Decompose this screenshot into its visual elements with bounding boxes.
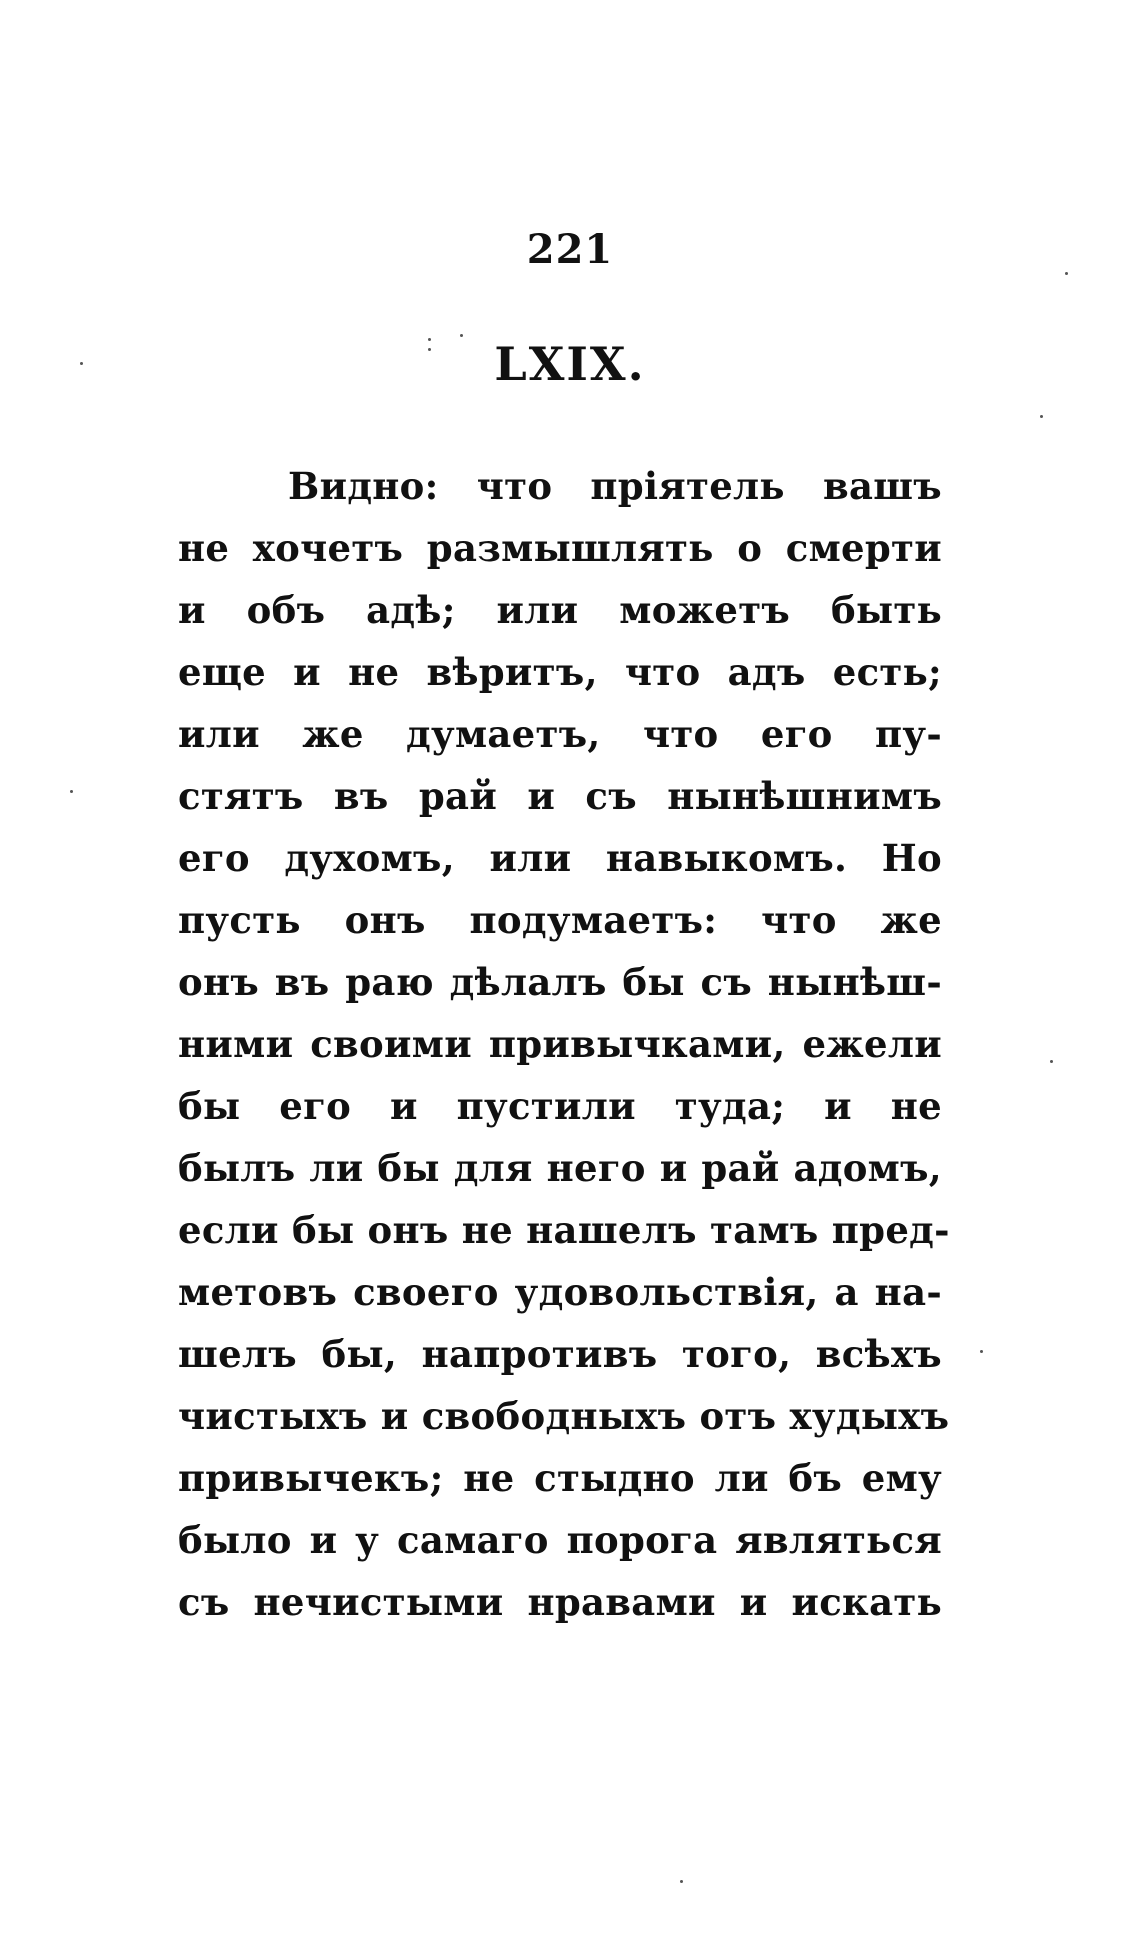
text-line: его духомъ, или навыкомъ. Но xyxy=(178,836,942,880)
text-line: еще и не вѣритъ, что адъ есть; xyxy=(178,650,942,694)
scan-speck xyxy=(1040,415,1043,418)
scan-speck xyxy=(680,1880,683,1883)
text-line: онъ въ раю дѣлалъ бы съ нынѣш- xyxy=(178,960,942,1004)
page-number: 221 xyxy=(526,226,614,273)
text-line: былъ ли бы для него и рай адомъ, xyxy=(178,1146,942,1190)
text-line: и объ адѣ; или можетъ быть xyxy=(178,588,942,632)
text-line: стятъ въ рай и съ нынѣшнимъ xyxy=(178,774,942,818)
text-line: или же думаетъ, что его пу- xyxy=(178,712,942,756)
text-line: привычекъ; не стыдно ли бъ ему xyxy=(178,1456,942,1500)
text-line: Видно: что пріятель вашъ xyxy=(288,464,942,508)
text-line: чистыхъ и свободныхъ отъ худыхъ xyxy=(178,1394,950,1438)
text-line: бы его и пустили туда; и не xyxy=(178,1084,942,1128)
scan-speck xyxy=(80,362,83,365)
scan-speck xyxy=(428,338,431,341)
text-line: пусть онъ подумаетъ: что же xyxy=(178,898,942,942)
scan-speck xyxy=(70,790,73,793)
text-line: шелъ бы, напротивъ того, всѣхъ xyxy=(178,1332,942,1376)
scan-speck xyxy=(1065,272,1068,275)
text-line: метовъ своего удовольствія, а на- xyxy=(178,1270,942,1314)
text-line: было и у самаго порога являться xyxy=(178,1518,942,1562)
text-line: ними своими привычками, ежели xyxy=(178,1022,942,1066)
text-line: не хочетъ размышлять о смерти xyxy=(178,526,942,570)
section-heading: LXIX. xyxy=(494,337,646,391)
scan-speck xyxy=(428,348,431,351)
body-text xyxy=(178,455,950,1633)
scan-speck xyxy=(1050,1060,1053,1063)
text-line: съ нечистыми нравами и искать xyxy=(178,1580,942,1624)
scan-speck xyxy=(460,334,463,337)
text-line: если бы онъ не нашелъ тамъ пред- xyxy=(178,1208,950,1252)
scan-speck xyxy=(980,1350,983,1353)
